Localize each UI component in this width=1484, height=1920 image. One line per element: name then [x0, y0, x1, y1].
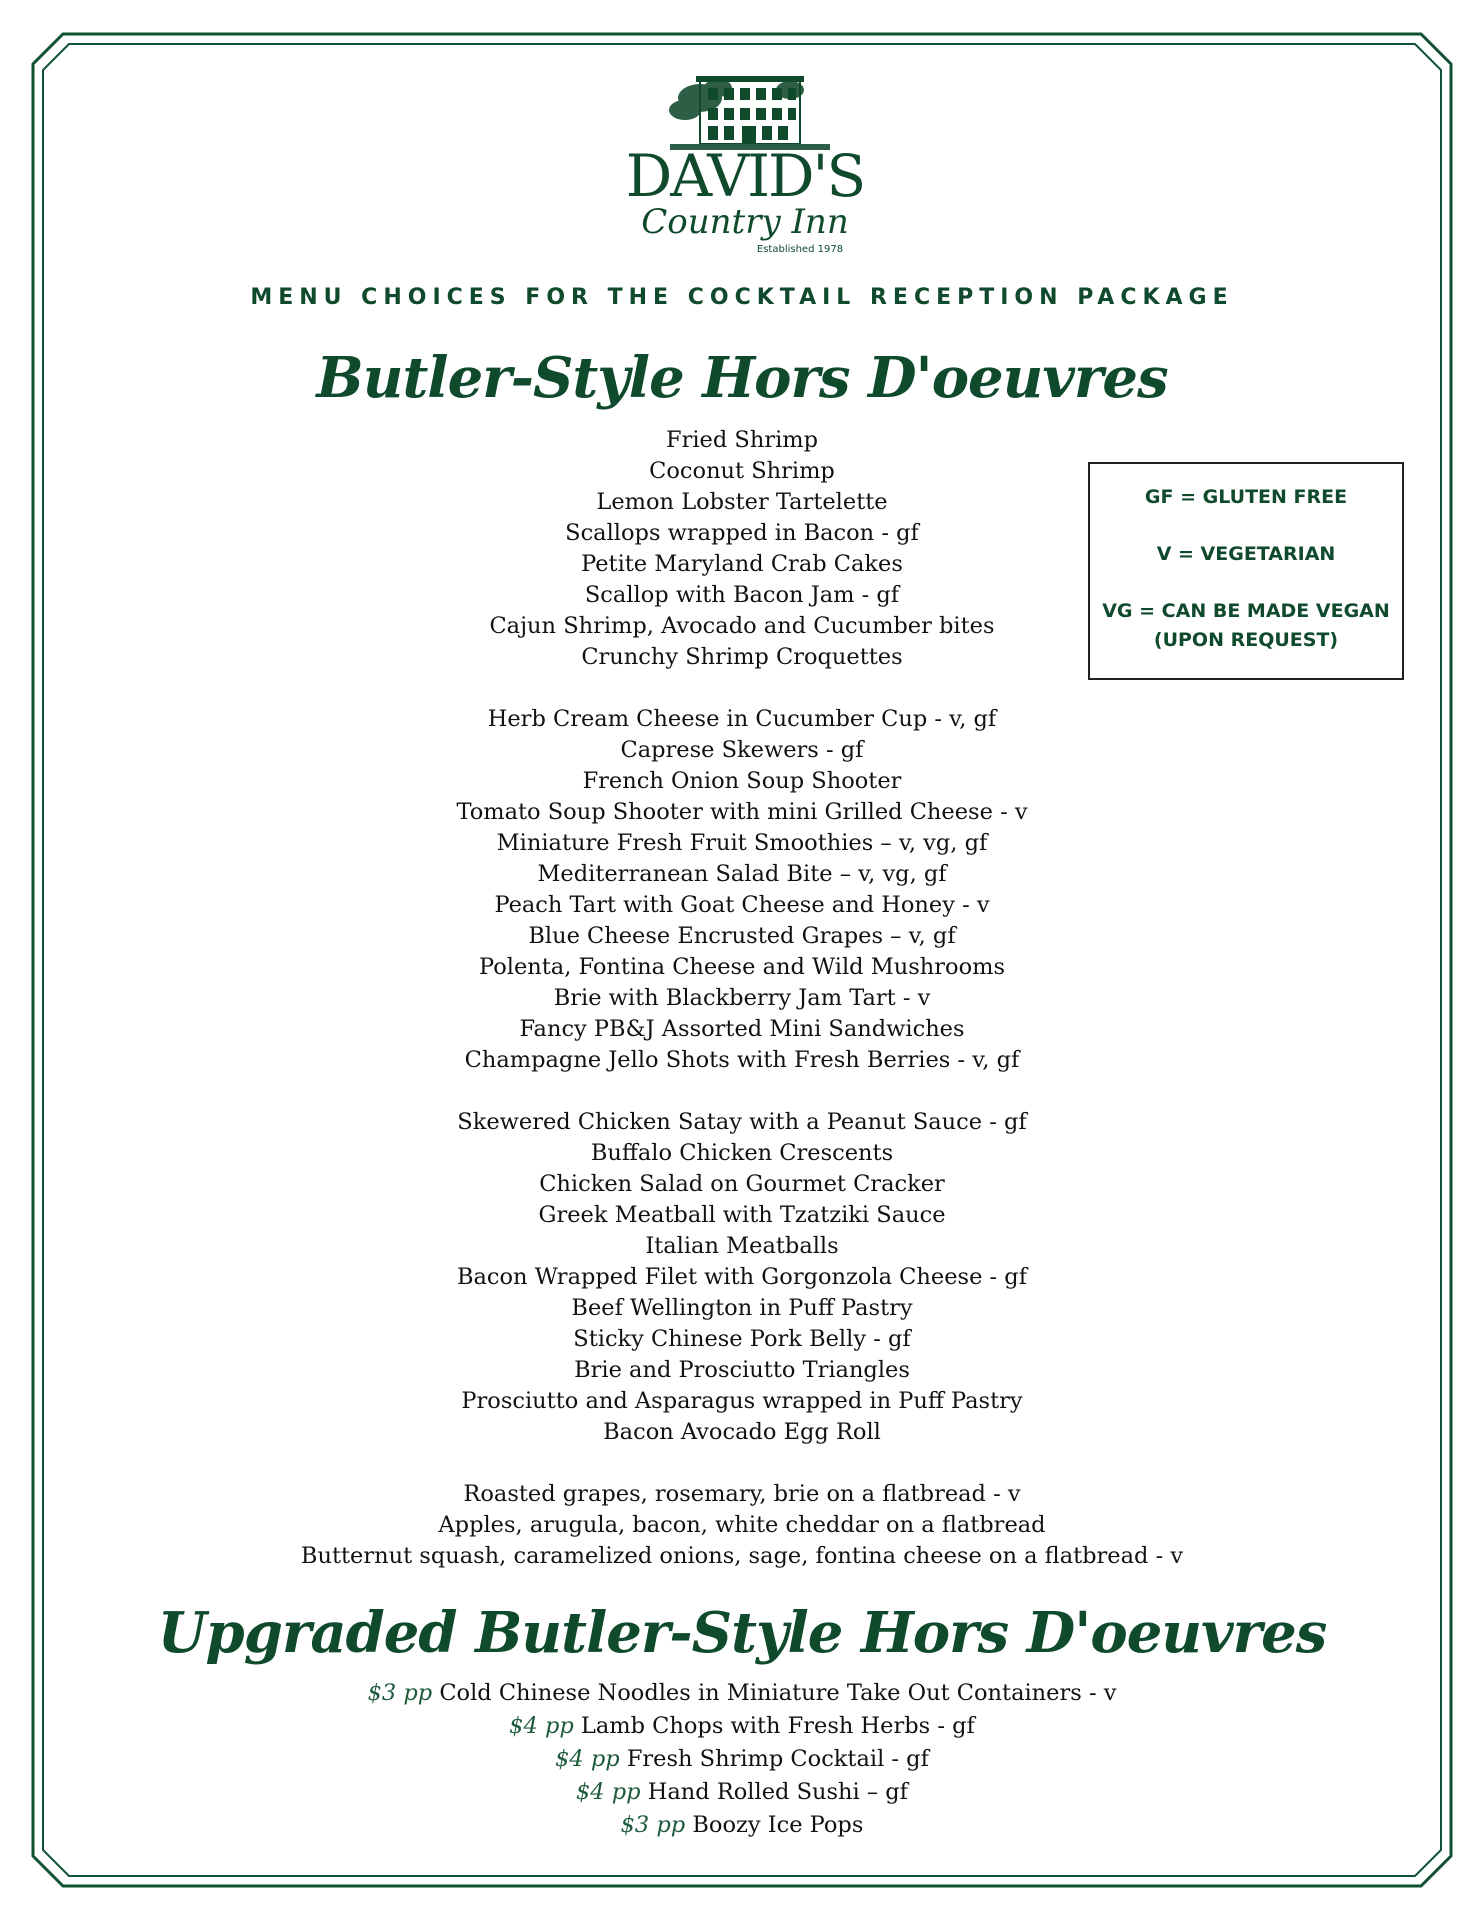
menu-item: Bacon Avocado Egg Roll [603, 1419, 881, 1445]
menu-item: Crunchy Shrimp Croquettes [581, 644, 903, 670]
legend-vegan: VG = CAN BE MADE VEGAN [1102, 600, 1390, 622]
menu-group-vegetarian [0, 704, 1484, 1076]
section-heading-butler: Butler-Style Hors D'oeuvres [316, 345, 1168, 411]
upgraded-menu-item [0, 1809, 1484, 1842]
menu-item: Sticky Chinese Pork Belly - gf [573, 1326, 911, 1352]
menu-item: Blue Cheese Encrusted Grapes – v, gf [528, 923, 956, 949]
menu-item: Miniature Fresh Fruit Smoothies – v, vg, gf [496, 830, 988, 856]
item-price: $4 pp [509, 1713, 574, 1739]
legend-vegetarian: V = VEGETARIAN [1156, 543, 1336, 565]
brand-subname: Country Inn [641, 202, 849, 242]
menu-item: Petite Maryland Crab Cakes [581, 551, 903, 577]
menu-item: Brie with Blackberry Jam Tart - v [553, 985, 931, 1011]
menu-item: Lemon Lobster Tartelette [596, 489, 888, 515]
item-price: $4 pp [575, 1779, 641, 1805]
menu-item: Polenta, Fontina Cheese and Wild Mushrooms [478, 954, 1006, 980]
menu-item: Apples, arugula, bacon, white cheddar on a flatbread [438, 1512, 1046, 1538]
menu-item: Cajun Shrimp, Avocado and Cucumber bites [489, 613, 995, 639]
item-price: $3 pp [620, 1812, 686, 1838]
menu-item: Prosciutto and Asparagus wrapped in Puff Pastry [461, 1388, 1023, 1414]
section-heading-upgraded: Upgraded Butler-Style Hors D'oeuvres [157, 1600, 1327, 1666]
menu-group-meat [0, 1107, 1484, 1448]
menu-item: Scallops wrapped in Bacon - gf [565, 520, 919, 546]
group-spacer [0, 1076, 1484, 1107]
menu-item: Herb Cream Cheese in Cucumber Cup - v, gf [487, 706, 997, 732]
menu-item: Champagne Jello Shots with Fresh Berries - v, gf [464, 1047, 1020, 1073]
item-name: Hand Rolled Sushi – gf [647, 1779, 908, 1805]
upgraded-menu-item [0, 1710, 1484, 1743]
menu-item: Italian Meatballs [645, 1233, 839, 1259]
item-name: Lamb Chops with Fresh Herbs - gf [580, 1713, 975, 1739]
menu-item: Fancy PB&J Assorted Mini Sandwiches [519, 1016, 965, 1042]
menu-item: Coconut Shrimp [649, 458, 835, 484]
menu-item: Bacon Wrapped Filet with Gorgonzola Cheese - gf [456, 1264, 1028, 1290]
menu-item: Skewered Chicken Satay with a Peanut Sauce - gf [457, 1109, 1027, 1135]
menu-item: French Onion Soup Shooter [582, 768, 902, 794]
menu-item: Scallop with Bacon Jam - gf [584, 582, 900, 608]
upgraded-menu-item [0, 1677, 1484, 1710]
menu-item: Mediterranean Salad Bite – v, vg, gf [537, 861, 947, 887]
menu-item: Buffalo Chicken Crescents [590, 1140, 894, 1166]
menu-item: Brie and Prosciutto Triangles [574, 1357, 910, 1383]
menu-item: Greek Meatball with Tzatziki Sauce [538, 1202, 946, 1228]
menu-item: Peach Tart with Goat Cheese and Honey - v [494, 892, 990, 918]
legend-vegan-note: (UPON REQUEST) [1153, 629, 1339, 651]
menu-item: Butternut squash, caramelized onions, sage, fontina cheese on a flatbread - v [300, 1543, 1184, 1569]
group-spacer [0, 1448, 1484, 1479]
legend-gluten-free: GF = GLUTEN FREE [1144, 486, 1348, 508]
item-name: Cold Chinese Noodles in Miniature Take Out Containers - v [439, 1680, 1117, 1706]
item-price: $3 pp [367, 1680, 433, 1706]
page-subtitle: MENU CHOICES FOR THE COCKTAIL RECEPTION PACKAGE [250, 285, 1234, 310]
menu-item: Caprese Skewers - gf [620, 737, 864, 763]
menu-item: Chicken Salad on Gourmet Cracker [539, 1171, 945, 1197]
dietary-legend-box [1088, 462, 1404, 680]
item-name: Boozy Ice Pops [692, 1812, 864, 1838]
menu-group-flatbread [0, 1479, 1484, 1572]
item-name: Fresh Shrimp Cocktail - gf [626, 1746, 929, 1772]
menu-item: Tomato Soup Shooter with mini Grilled Cheese - v [456, 799, 1028, 825]
item-price: $4 pp [555, 1746, 620, 1772]
menu-item: Beef Wellington in Puff Pastry [571, 1295, 913, 1321]
upgraded-menu-item [0, 1776, 1484, 1809]
menu-item: Fried Shrimp [665, 427, 819, 453]
established-text: Established 1978 [756, 244, 844, 255]
menu-item: Roasted grapes, rosemary, brie on a flatbread - v [463, 1481, 1021, 1507]
logo [590, 68, 900, 268]
brand-name: DAVID'S [625, 142, 865, 210]
upgraded-menu-list [0, 1677, 1484, 1842]
upgraded-menu-item [0, 1743, 1484, 1776]
